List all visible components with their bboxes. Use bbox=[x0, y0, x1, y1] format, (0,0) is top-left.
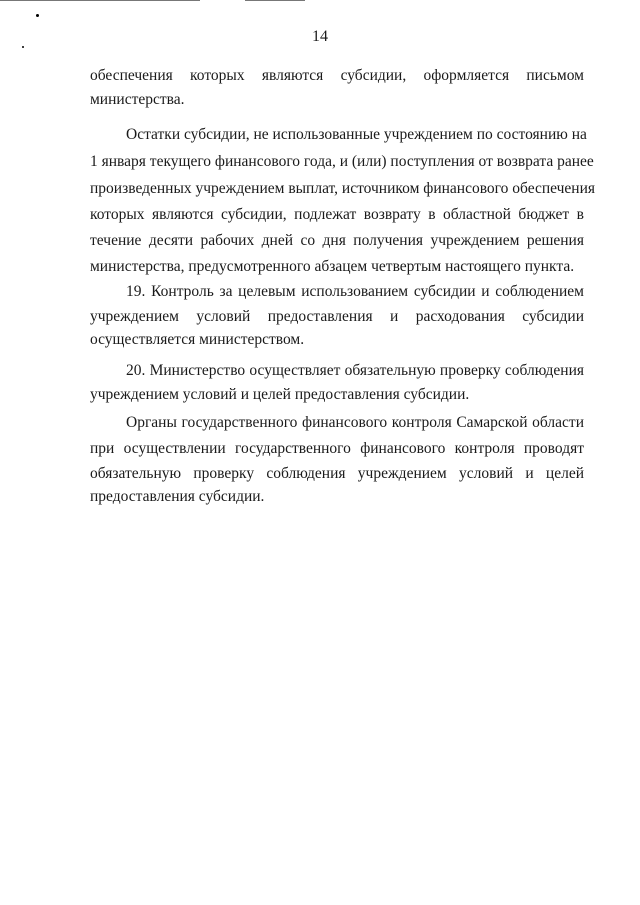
page-number: 14 bbox=[312, 28, 328, 45]
scan-edge-line bbox=[245, 0, 305, 1]
paragraph-first-line: 20. Министерство осуществляет обязательную проверку соблюдения bbox=[126, 362, 584, 379]
text-line: учреждением условий и целей предоставления субсидии. bbox=[90, 386, 470, 403]
text-line: течение десяти рабочих дней со дня получения учреждением решения bbox=[90, 232, 584, 249]
paragraph-first-line: Остатки субсидии, не использованные учреждением по состоянию на bbox=[126, 126, 587, 143]
text-line: обеспечения которых являются субсидии, оформляется письмом bbox=[90, 67, 584, 84]
text-line: при осуществлении государственного финансового контроля проводят bbox=[90, 440, 584, 457]
text-line: 1 января текущего финансового года, и (или) поступления от возврата ранее bbox=[90, 153, 594, 170]
text-line: предоставления субсидии. bbox=[90, 488, 265, 505]
text-line: министерства. bbox=[90, 91, 185, 108]
text-line: которых являются субсидии, подлежат возврату в областной бюджет в bbox=[90, 206, 584, 223]
scan-dot bbox=[36, 14, 39, 17]
text-line: учреждением условий предоставления и расходования субсидии bbox=[90, 308, 584, 325]
text-line: обязательную проверку соблюдения учреждением условий и целей bbox=[90, 465, 584, 482]
text-line: произведенных учреждением выплат, источником финансового обеспечения bbox=[90, 180, 596, 197]
paragraph-first-line: Органы государственного финансового контроля Самарской области bbox=[126, 414, 584, 431]
scan-edge-line bbox=[0, 0, 200, 1]
text-line: министерства, предусмотренного абзацем четвертым настоящего пункта. bbox=[90, 258, 575, 275]
paragraph-first-line: 19. Контроль за целевым использованием субсидии и соблюдением bbox=[126, 283, 584, 300]
scan-dot bbox=[22, 46, 24, 48]
text-line: осуществляется министерством. bbox=[90, 331, 305, 348]
